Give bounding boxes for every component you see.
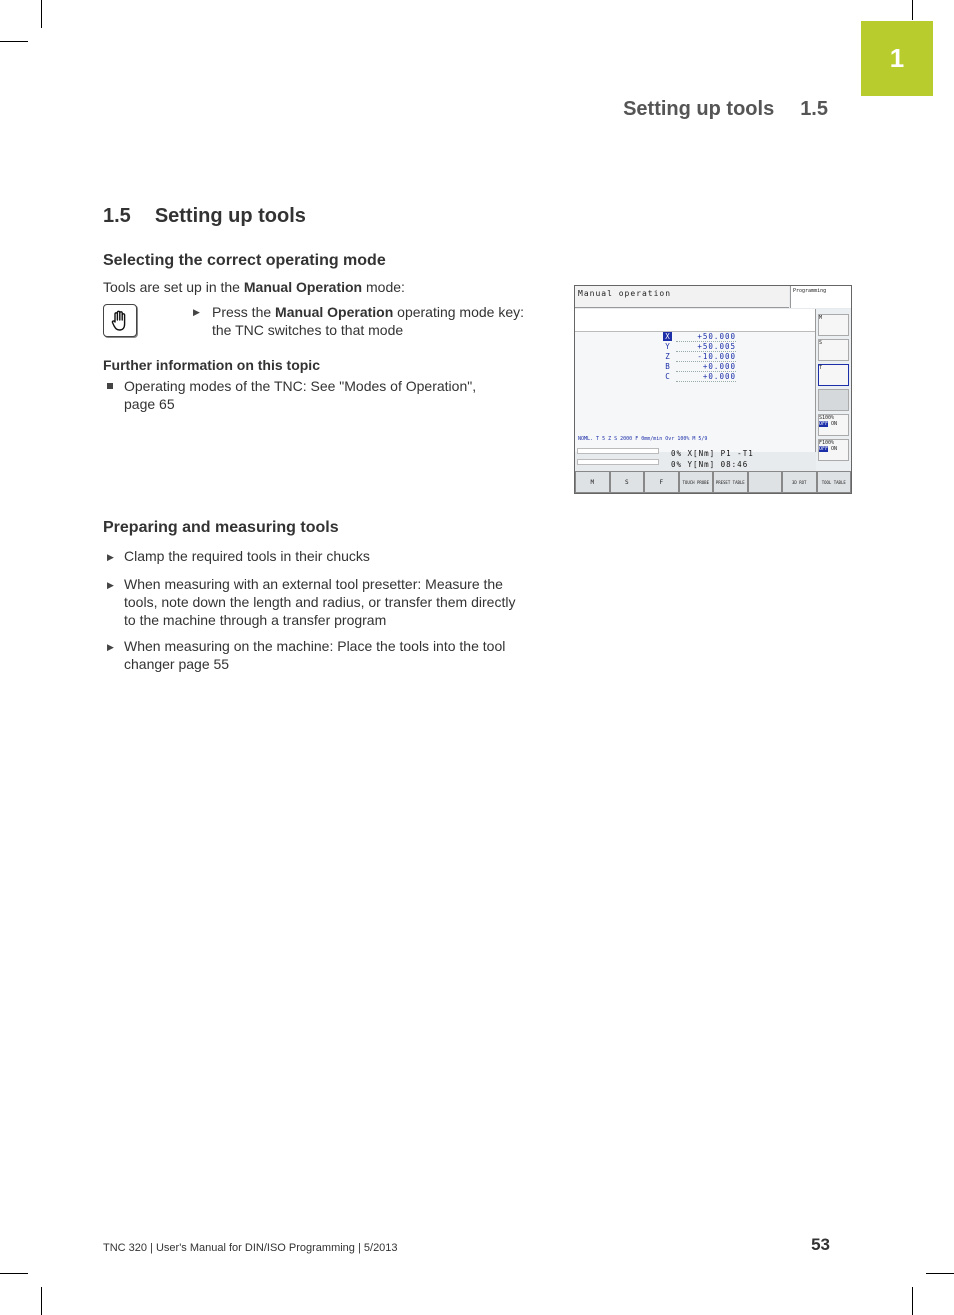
step-key: Manual Operation <box>275 304 394 320</box>
screen-strip <box>575 309 815 332</box>
running-head-title: Setting up tools <box>623 98 775 120</box>
position-row <box>663 362 736 372</box>
manual-operation-key <box>103 304 137 337</box>
softkey: 3D ROT <box>782 471 817 493</box>
axis-label: Z <box>665 352 670 361</box>
line: changer page 55 <box>124 656 230 672</box>
subheading-operating-mode: Selecting the correct operating mode <box>103 252 386 269</box>
chapter-tab: 1 <box>861 21 933 96</box>
position-row <box>663 342 736 352</box>
crop-mark <box>0 41 28 42</box>
line: When measuring on the machine: Place the tools into the tool <box>124 638 506 654</box>
section-number: 1.5 <box>103 205 131 227</box>
further-info-bullet <box>124 377 524 413</box>
screen-info <box>671 448 754 470</box>
off-label: OFF <box>819 421 829 427</box>
side-label: S100% <box>819 415 835 421</box>
screen-title: Manual operation <box>575 286 789 308</box>
intro-text <box>103 278 405 296</box>
line: to the machine through a transfer program <box>124 612 387 628</box>
side-label: F100% <box>819 440 835 446</box>
section-name: Setting up tools <box>154 205 306 227</box>
line: tools, note down the length and radius, or transfer them directly <box>124 594 516 610</box>
bullet-square-icon <box>107 383 113 389</box>
prep-step-1: Clamp the required tools in their chucks <box>124 548 370 564</box>
crop-mark <box>912 1287 913 1315</box>
step-arrow-icon: ▶ <box>107 580 114 590</box>
intro-key: Manual Operation <box>243 279 363 295</box>
step-post1: operating mode key: <box>393 304 525 320</box>
axis-value: +0.000 <box>676 362 736 372</box>
running-head <box>560 98 828 121</box>
hand-icon <box>110 310 130 332</box>
position-row <box>663 372 736 382</box>
crop-mark <box>912 0 913 20</box>
prep-step-2 <box>124 575 554 629</box>
screen-softkeys <box>575 471 851 493</box>
info-line: 0% Y[Nm] 08:46 <box>671 460 749 469</box>
crop-mark <box>926 1273 954 1274</box>
axis-label: Y <box>665 342 670 351</box>
side-key-s: S <box>818 339 849 361</box>
softkey: PRESET TABLE <box>713 471 748 493</box>
crop-mark <box>41 1287 42 1315</box>
step-text <box>212 303 542 339</box>
axis-label: B <box>665 362 670 371</box>
off-label: OFF <box>819 446 829 452</box>
screen-status-line: NOML. T 5 Z S 2000 F 0mm/min Ovr 100% M 5/9 <box>578 436 708 442</box>
on-label: ON <box>831 446 838 452</box>
softkey <box>748 471 783 493</box>
subheading-preparing-tools: Preparing and measuring tools <box>103 519 339 536</box>
step-post2: the TNC switches to that mode <box>212 322 404 338</box>
further-info-heading: Further information on this topic <box>103 357 320 373</box>
section-title <box>103 205 306 228</box>
load-bar <box>577 448 659 454</box>
softkey: S <box>610 471 645 493</box>
axis-value: -10.000 <box>676 352 736 362</box>
tnc-screenshot <box>574 285 852 494</box>
intro-pre: Tools are set up in the <box>103 279 244 295</box>
step-arrow-icon: ▶ <box>193 307 200 317</box>
softkey: F <box>644 471 679 493</box>
axis-value: +50.005 <box>676 342 736 352</box>
axis-value: +0.000 <box>676 372 736 382</box>
side-key-blank <box>818 389 849 411</box>
on-label: ON <box>831 421 838 427</box>
step-arrow-icon: ▶ <box>107 552 114 562</box>
softkey: TOUCH PROBE <box>679 471 714 493</box>
bullet-line1: Operating modes of the TNC: See "Modes of Operation", <box>124 378 477 394</box>
position-row <box>663 332 736 342</box>
side-key-spindle <box>818 414 849 436</box>
load-bar <box>577 459 659 465</box>
axis-value: +50.000 <box>676 332 736 342</box>
screen-mode-right: Programming <box>790 286 851 308</box>
bullet-line2: page 65 <box>124 396 175 412</box>
intro-post: mode: <box>362 279 405 295</box>
side-key-t: T <box>818 364 849 386</box>
axis-label: C <box>665 372 670 381</box>
screen-side-keys <box>816 309 851 492</box>
page-number: 53 <box>811 1235 830 1254</box>
prep-step-3 <box>124 637 554 673</box>
step-pre: Press the <box>212 304 276 320</box>
softkey: TOOL TABLE <box>817 471 852 493</box>
side-key-m: M <box>818 314 849 336</box>
side-key-feed <box>818 439 849 461</box>
axis-label: X <box>663 332 672 341</box>
step-arrow-icon: ▶ <box>107 642 114 652</box>
crop-mark <box>0 1273 28 1274</box>
info-line: 0% X[Nm] P1 -T1 <box>671 449 754 458</box>
softkey: M <box>575 471 610 493</box>
crop-mark <box>41 0 42 28</box>
position-row <box>663 352 736 362</box>
line: When measuring with an external tool presetter: Measure the <box>124 576 503 592</box>
footer: TNC 320 | User's Manual for DIN/ISO Programming | 5/2013 <box>103 1242 398 1254</box>
running-head-number: 1.5 <box>800 98 828 120</box>
